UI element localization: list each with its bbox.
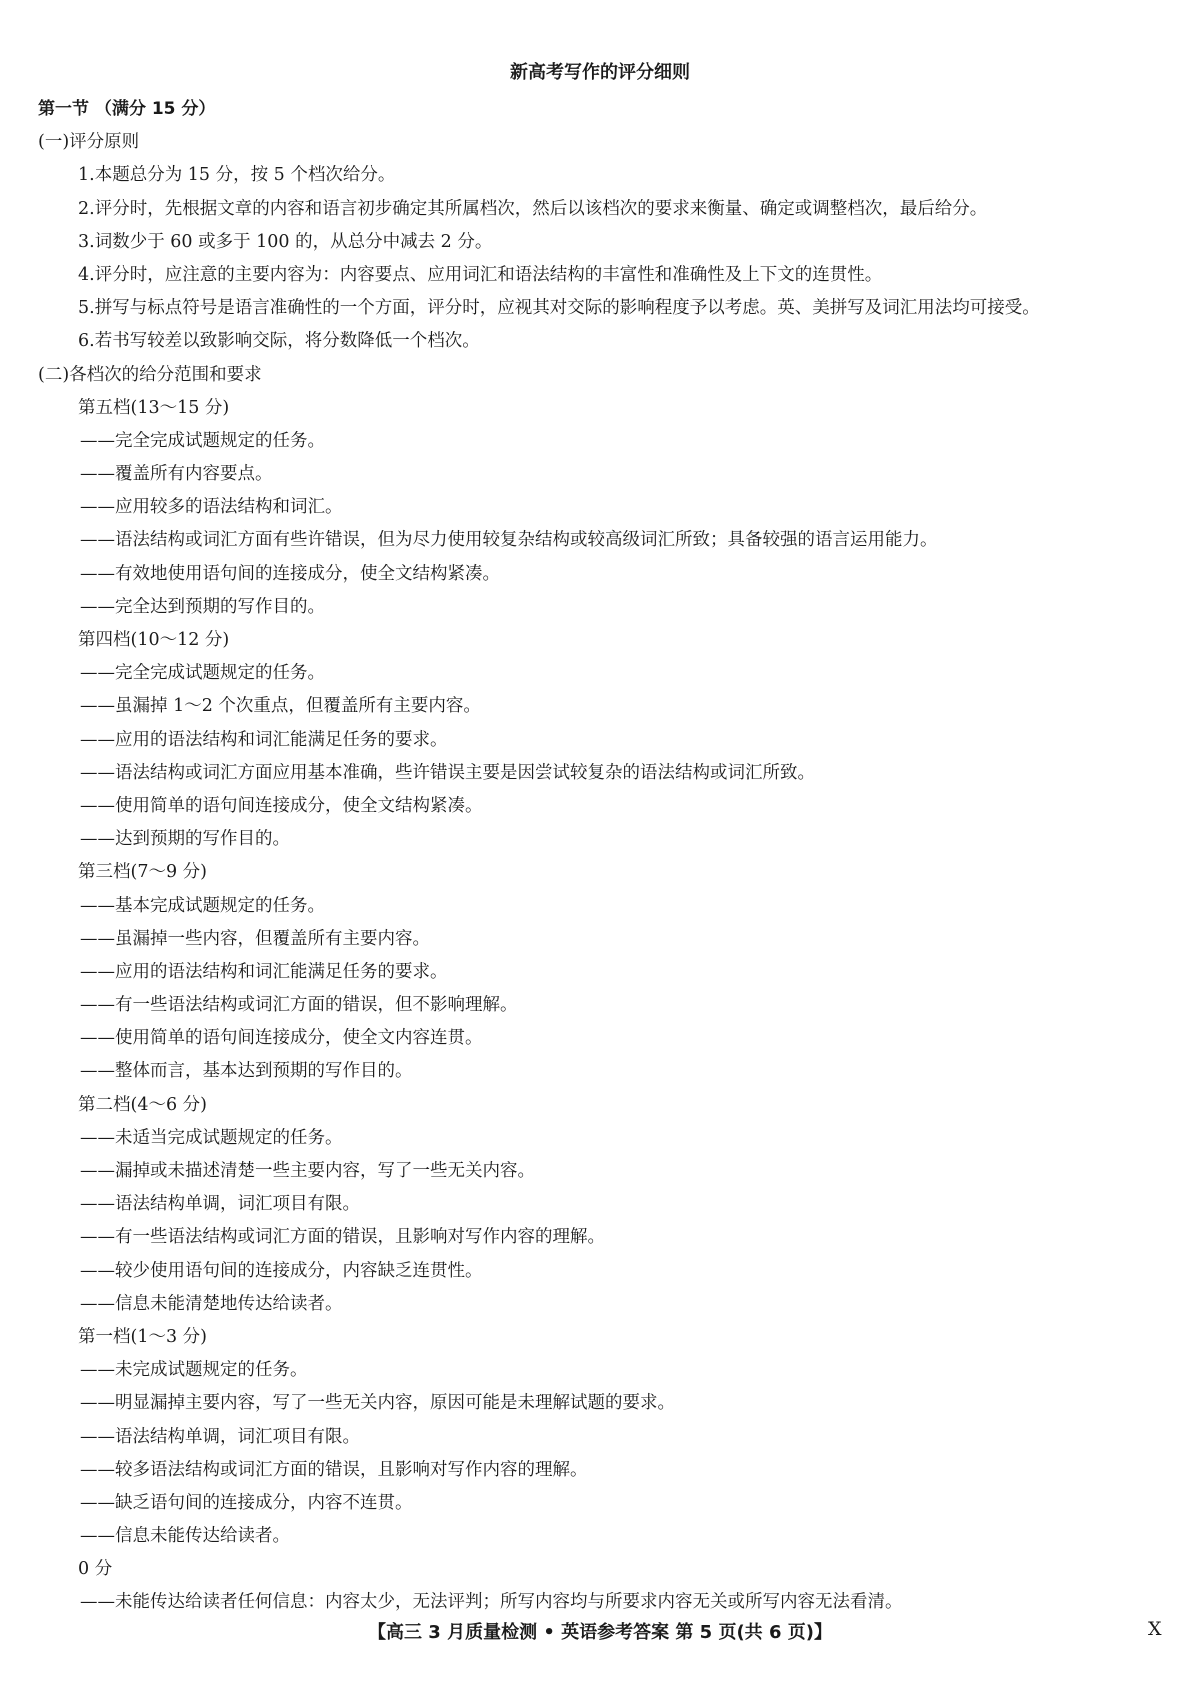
level-item: ——缺乏语句间的连接成分，内容不连贯。 [80, 1492, 413, 1513]
level-item: ——达到预期的写作目的。 [80, 829, 290, 850]
level-item: ——使用简单的语句间连接成分，使全文内容连贯。 [80, 1028, 483, 1049]
level-item: ——使用简单的语句间连接成分，使全文结构紧凑。 [80, 795, 483, 816]
level-0 [38, 1553, 1168, 1619]
corner-mark: X [1148, 1618, 1162, 1640]
level-title: 第三档(7～9 分) [78, 862, 207, 883]
page-title: 新高考写作的评分细则 [510, 62, 690, 83]
level-2 [38, 1089, 1168, 1321]
level-item: ——明显漏掉主要内容，写了一些无关内容，原因可能是未理解试题的要求。 [80, 1393, 675, 1414]
principles-heading: (一)评分原则 [38, 132, 140, 153]
level-item: ——有一些语法结构或词汇方面的错误，且影响对写作内容的理解。 [80, 1227, 605, 1248]
level-item: ——较少使用语句间的连接成分，内容缺乏连贯性。 [80, 1260, 483, 1281]
principle-item: 1.本题总分为 15 分，按 5 个档次给分。 [78, 165, 396, 186]
principle-item: 3.词数少于 60 或多于 100 的，从总分中减去 2 分。 [78, 231, 493, 252]
level-item: ——覆盖所有内容要点。 [80, 464, 273, 485]
levels-heading: (二)各档次的给分范围和要求 [38, 364, 262, 385]
level-item: ——应用较多的语法结构和词汇。 [80, 497, 343, 518]
level-item: ——语法结构单调，词汇项目有限。 [80, 1194, 360, 1215]
level-item: ——完全完成试题规定的任务。 [80, 663, 325, 684]
level-title: 第一档(1～3 分) [78, 1326, 207, 1347]
level-3 [38, 856, 1168, 1088]
principle-item: 5.拼写与标点符号是语言准确性的一个方面，评分时，应视其对交际的影响程度予以考虑。英、美拼写及词汇用法均可接受。 [78, 298, 1040, 319]
level-item: ——未适当完成试题规定的任务。 [80, 1127, 343, 1148]
level-item: ——完全完成试题规定的任务。 [80, 430, 325, 451]
document-body [38, 93, 1168, 1620]
level-item: ——信息未能传达给读者。 [80, 1526, 290, 1547]
level-item: ——虽漏掉一些内容，但覆盖所有主要内容。 [80, 928, 430, 949]
principles-list [38, 159, 1168, 358]
level-item: ——漏掉或未描述清楚一些主要内容，写了一些无关内容。 [80, 1161, 535, 1181]
level-item: ——应用的语法结构和词汇能满足任务的要求。 [80, 961, 448, 982]
level-5 [38, 392, 1168, 624]
level-item: ——基本完成试题规定的任务。 [80, 895, 325, 916]
level-item: ——有一些语法结构或词汇方面的错误，但不影响理解。 [80, 995, 518, 1016]
level-item: ——语法结构单调，词汇项目有限。 [80, 1426, 360, 1447]
level-4 [38, 624, 1168, 856]
level-1 [38, 1321, 1168, 1553]
level-item: ——未能传达给读者任何信息：内容太少，无法评判；所写内容均与所要求内容无关或所写内容无法看清。 [80, 1592, 903, 1613]
level-item: ——完全达到预期的写作目的。 [80, 596, 325, 617]
principle-item: 6.若书写较差以致影响交际，将分数降低一个档次。 [78, 331, 480, 352]
level-item: ——应用的语法结构和词汇能满足任务的要求。 [80, 729, 448, 750]
level-item: ——整体而言，基本达到预期的写作目的。 [80, 1061, 413, 1082]
level-item: ——有效地使用语句间的连接成分，使全文结构紧凑。 [80, 563, 500, 584]
level-title: 0 分 [78, 1559, 113, 1580]
level-item: ——语法结构或词汇方面应用基本准确，些许错误主要是因尝试较复杂的语法结构或词汇所致。 [80, 762, 815, 783]
principle-item: 2.评分时，先根据文章的内容和语言初步确定其所属档次，然后以该档次的要求来衡量、确定或调整档次，最后给分。 [78, 198, 988, 219]
level-title: 第五档(13～15 分) [78, 397, 230, 418]
level-item: ——较多语法结构或词汇方面的错误，且影响对写作内容的理解。 [80, 1459, 588, 1480]
level-item: ——语法结构或词汇方面有些许错误，但为尽力使用较复杂结构或较高级词汇所致；具备较强的语言运用能力。 [80, 530, 938, 551]
principle-item: 4.评分时，应注意的主要内容为：内容要点、应用词汇和语法结构的丰富性和准确性及上下文的连贯性。 [78, 264, 883, 285]
level-item: ——信息未能清楚地传达给读者。 [80, 1293, 343, 1314]
level-item: ——虽漏掉 1～2 个次重点，但覆盖所有主要内容。 [80, 696, 481, 717]
level-item: ——未完成试题规定的任务。 [80, 1360, 308, 1381]
level-title: 第二档(4～6 分) [78, 1094, 207, 1115]
section-heading: 第一节 （满分 15 分） [38, 99, 216, 119]
level-title: 第四档(10～12 分) [78, 630, 230, 650]
page-footer: 【高三 3 月质量检测 • 英语参考答案 第 5 页(共 6 页)】 [368, 1622, 832, 1643]
